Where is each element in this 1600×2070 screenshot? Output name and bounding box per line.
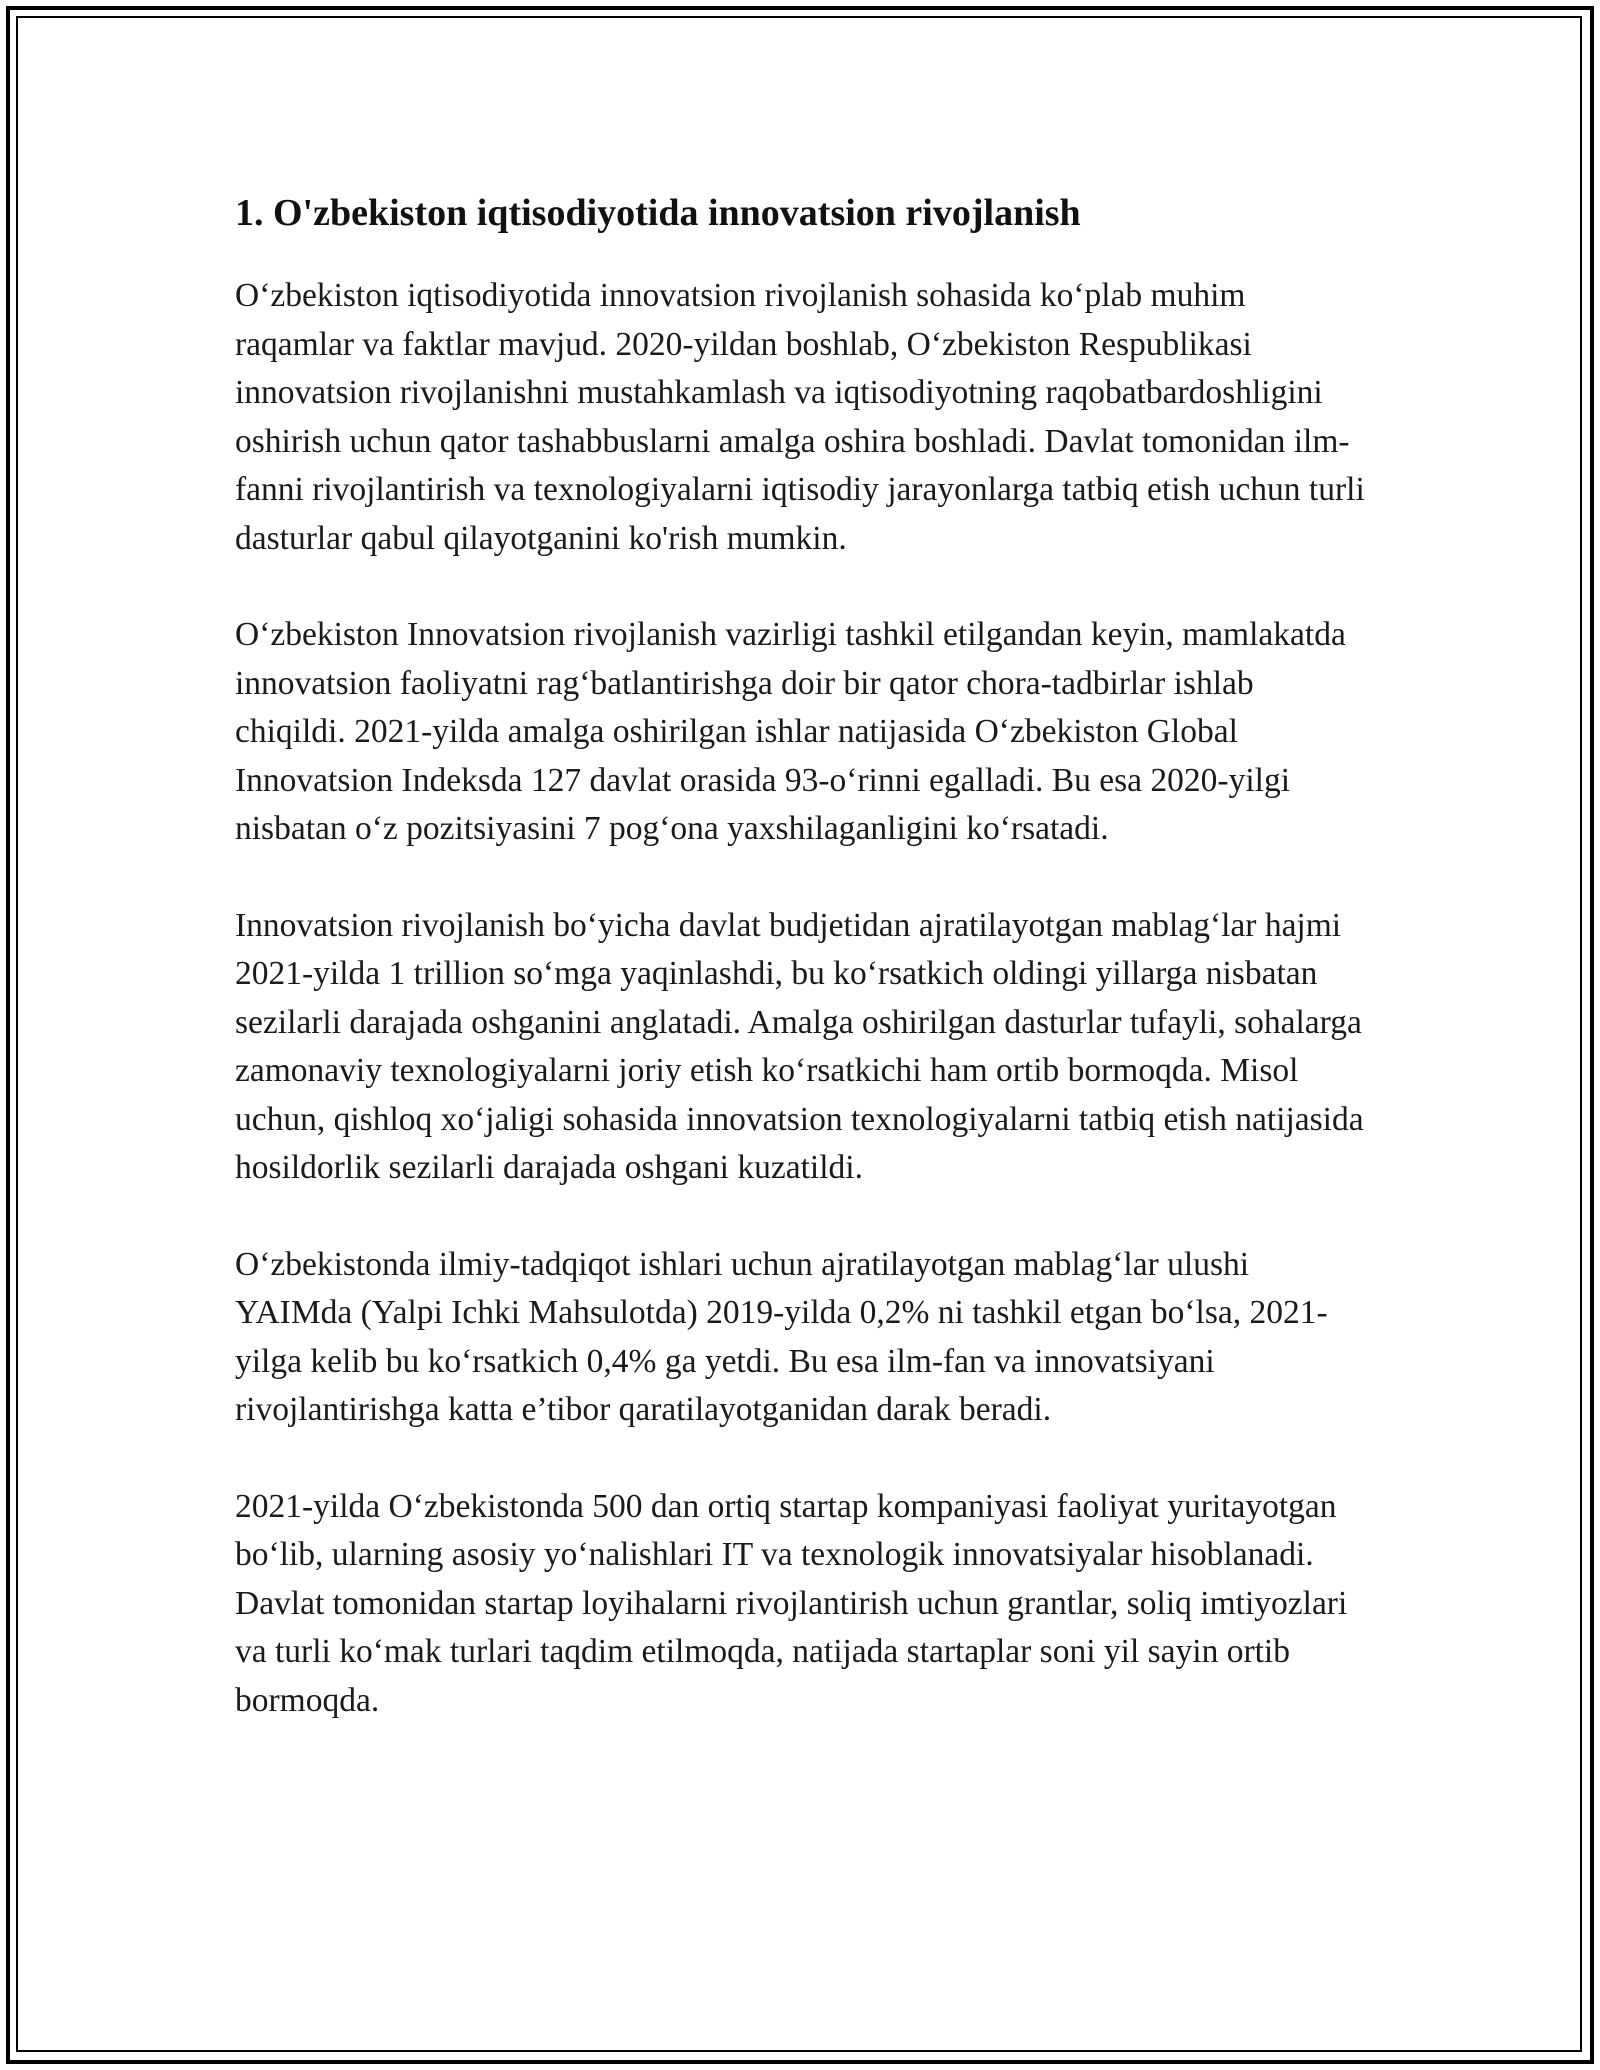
paragraph: O‘zbekiston iqtisodiyotida innovatsion rivojlanish sohasida ko‘plab muhim raqamlar va faktlar mavjud. 2020-yildan boshlab, O‘zbekiston Respublikasi innovatsion rivojlanishni mustahkamlash va iqtisodiyotning raqobatbardoshligini oshirish uchun qator tashabbuslarni amalga oshira boshladi. Davlat tomonidan ilm-fanni rivojlantirish va texnologiyalarni iqtisodiy jarayonlarga tatbiq etish uchun turli dasturlar qabul qilayotganini ko'rish mumkin. <box>235 277 1365 557</box>
paragraph: 2021-yilda O‘zbekistonda 500 dan ortiq startap kompaniyasi faoliyat yuritayotgan bo‘lib, ularning asosiy yo‘nalishlari IT va texnologik innovatsiyalar hisoblanadi. Davlat tomonidan startap loyihalarni rivojlantirish uchun grantlar, soliq imtiyozlari va turli ko‘mak turlari taqdim etilmoqda, natijada startaplar soni yil sayin ortib bormoqda. <box>235 1487 1348 1719</box>
section-heading: 1. O'zbekiston iqtisodiyotida innovatsion rivojlanish <box>235 192 1081 234</box>
paragraph: Innovatsion rivojlanish bo‘yicha davlat budjetidan ajratilayotgan mablag‘lar hajmi 2021-yilda 1 trillion so‘mga yaqinlashdi, bu ko‘rsatkich oldingi yillarga nisbatan sezilarli darajada oshganini anglatadi. Amalga oshirilgan dasturlar tufayli, sohalarga zamonaviy texnologiyalarni joriy etish ko‘rsatkichi ham ortib bormoqda. Misol uchun, qishloq xo‘jaligi sohasida innovatsion texnologiyalarni tatbiq etish natijasida hosildorlik sezilarli darajada oshgani kuzatildi. <box>235 906 1364 1186</box>
paragraph: O‘zbekiston Innovatsion rivojlanish vazirligi tashkil etilgandan keyin, mamlakatda innovatsion faoliyatni rag‘batlantirishga doir bir qator chora-tadbirlar ishlab chiqildi. 2021-yilda amalga oshirilgan ishlar natijasida O‘zbekiston Global Innovatsion Indeksda 127 davlat orasida 93-o‘rinni egalladi. Bu esa 2020-yilgi nisbatan o‘z pozitsiyasini 7 pog‘ona yaxshilaganligini ko‘rsatadi. <box>235 616 1346 847</box>
document-body <box>235 184 1365 1773</box>
paragraph: O‘zbekistonda ilmiy-tadqiqot ishlari uchun ajratilayotgan mablag‘lar ulushi YAIMda (Yalpi Ichki Mahsulotda) 2019-yilda 0,2% ni tashkil etgan bo‘lsa, 2021-yilga kelib bu ko‘rsatkich 0,4% ga yetdi. Bu esa ilm-fan va innovatsiyani rivojlantirishga katta e’tibor qaratilayotganidan darak beradi. <box>235 1245 1328 1428</box>
